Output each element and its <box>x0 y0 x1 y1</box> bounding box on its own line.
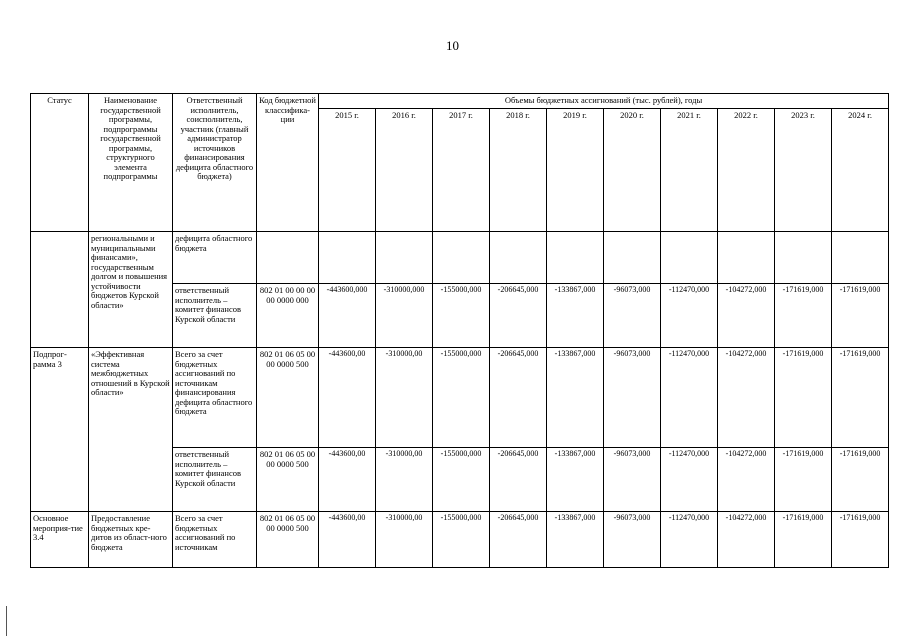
row-name: «Эффективная система межбюджетных отношений в Курской области» <box>89 348 173 512</box>
row-name: Предоставление бюджетных кре-дитов из област-ного бюджета <box>89 512 173 568</box>
value-cell: -104272,000 <box>718 448 775 512</box>
value-cell <box>832 232 889 284</box>
value-cell: -310000,00 <box>376 512 433 568</box>
header-status: Статус <box>31 94 89 232</box>
value-cell <box>433 232 490 284</box>
value-cell: -171619,000 <box>832 512 889 568</box>
row-name: региональными и муниципальными финансами», государственным долгом и повышения устойчивости бюджетов Курской области» <box>89 232 173 348</box>
value-cell <box>547 232 604 284</box>
value-cell: -206645,000 <box>490 348 547 448</box>
year-header: 2020 г. <box>604 109 661 232</box>
year-header: 2018 г. <box>490 109 547 232</box>
value-cell: -171619,000 <box>775 284 832 348</box>
row-code: 802 01 00 00 00 00 0000 000 <box>257 284 319 348</box>
value-cell: -443600,00 <box>319 512 376 568</box>
value-cell: -310000,00 <box>376 448 433 512</box>
value-cell: -310000,00 <box>376 348 433 448</box>
value-cell: -310000,000 <box>376 284 433 348</box>
row-status: Подпрог-рамма 3 <box>31 348 89 512</box>
row-responsible: Всего за счет бюджетных ассигнований по источникам <box>173 512 257 568</box>
value-cell: -133867,000 <box>547 348 604 448</box>
value-cell: -96073,000 <box>604 348 661 448</box>
value-cell <box>490 232 547 284</box>
value-cell: -443600,00 <box>319 448 376 512</box>
page-number: 10 <box>446 38 459 53</box>
budget-table <box>30 93 889 568</box>
value-cell: -112470,000 <box>661 348 718 448</box>
table-row <box>31 232 889 284</box>
value-cell: -171619,000 <box>775 348 832 448</box>
row-status <box>31 232 89 348</box>
value-cell: -96073,000 <box>604 284 661 348</box>
year-header: 2024 г. <box>832 109 889 232</box>
header-row <box>31 94 889 109</box>
row-responsible: ответственный исполнитель – комитет финансов Курской области <box>173 284 257 348</box>
value-cell <box>604 232 661 284</box>
value-cell: -104272,000 <box>718 348 775 448</box>
value-cell <box>718 232 775 284</box>
value-cell: -112470,000 <box>661 448 718 512</box>
table-row <box>31 512 889 568</box>
row-code <box>257 232 319 284</box>
row-responsible: дефицита областного бюджета <box>173 232 257 284</box>
year-header: 2021 г. <box>661 109 718 232</box>
row-responsible: ответственный исполнитель – комитет финансов Курской области <box>173 448 257 512</box>
value-cell: -155000,000 <box>433 512 490 568</box>
value-cell <box>376 232 433 284</box>
value-cell: -155000,000 <box>433 284 490 348</box>
year-header: 2015 г. <box>319 109 376 232</box>
value-cell: -171619,000 <box>832 284 889 348</box>
value-cell: -206645,000 <box>490 284 547 348</box>
value-cell: -206645,000 <box>490 448 547 512</box>
header-name: Наименование государственной программы, подпрограммы государственной программы, структурного элемента подпрограммы <box>89 94 173 232</box>
value-cell: -133867,000 <box>547 284 604 348</box>
value-cell <box>319 232 376 284</box>
value-cell: -133867,000 <box>547 448 604 512</box>
row-code: 802 01 06 05 00 00 0000 500 <box>257 448 319 512</box>
year-header: 2023 г. <box>775 109 832 232</box>
value-cell: -104272,000 <box>718 512 775 568</box>
value-cell: -96073,000 <box>604 448 661 512</box>
header-responsible: Ответственный исполнитель, соисполнитель, участник (главный администратор источников финансирования дефицита областного бюджета) <box>173 94 257 232</box>
value-cell: -96073,000 <box>604 512 661 568</box>
header-volumes: Объемы бюджетных ассигнований (тыс. рублей), годы <box>319 94 889 109</box>
year-header: 2022 г. <box>718 109 775 232</box>
row-status: Основное мероприя-тие 3.4 <box>31 512 89 568</box>
value-cell: -171619,000 <box>832 348 889 448</box>
value-cell: -155000,000 <box>433 448 490 512</box>
value-cell: -171619,000 <box>832 448 889 512</box>
value-cell: -443600,000 <box>319 284 376 348</box>
page-margin-line <box>6 606 7 636</box>
value-cell: -112470,000 <box>661 512 718 568</box>
value-cell: -112470,000 <box>661 284 718 348</box>
year-header: 2019 г. <box>547 109 604 232</box>
value-cell: -171619,000 <box>775 448 832 512</box>
year-header: 2017 г. <box>433 109 490 232</box>
row-responsible: Всего за счет бюджетных ассигнований по источникам финансирования дефицита областного бюджета <box>173 348 257 448</box>
table-row <box>31 348 889 448</box>
value-cell: -171619,000 <box>775 512 832 568</box>
value-cell: -104272,000 <box>718 284 775 348</box>
header-code: Код бюджетной классифика-ции <box>257 94 319 232</box>
value-cell: -155000,000 <box>433 348 490 448</box>
year-header: 2016 г. <box>376 109 433 232</box>
value-cell <box>661 232 718 284</box>
value-cell: -206645,000 <box>490 512 547 568</box>
value-cell <box>775 232 832 284</box>
row-code: 802 01 06 05 00 00 0000 500 <box>257 512 319 568</box>
value-cell: -133867,000 <box>547 512 604 568</box>
row-code: 802 01 06 05 00 00 0000 500 <box>257 348 319 448</box>
value-cell: -443600,00 <box>319 348 376 448</box>
